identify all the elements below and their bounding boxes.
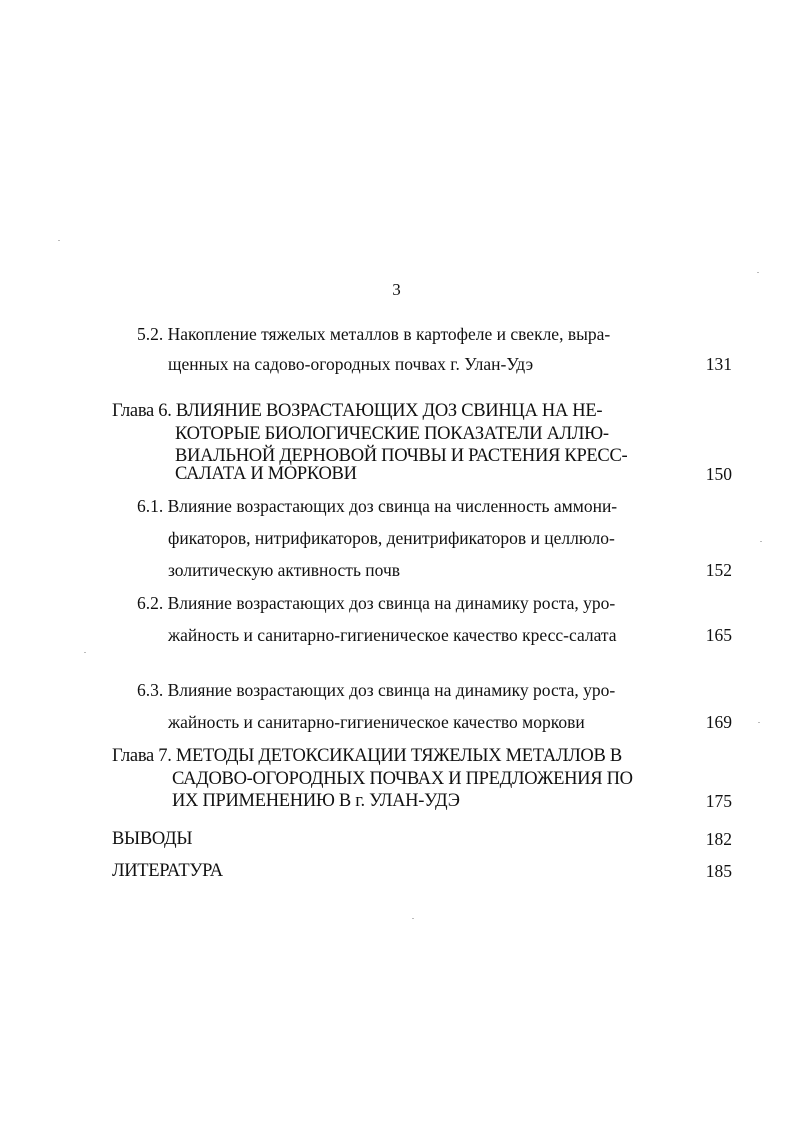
toc-entry-text: 6.2. Влияние возрастающих доз свинца на динамику роста, уро- [137,593,616,613]
toc-entry-text: золитическую активность почв [168,560,401,580]
toc-section-title: ВЫВОДЫ [112,829,193,849]
scan-speck [760,541,762,542]
page-number: 3 [392,280,401,299]
toc-chapter-title: КОТОРЫЕ БИОЛОГИЧЕСКИЕ ПОКАЗАТЕЛИ АЛЛЮ- [175,424,609,444]
scan-speck [58,240,60,241]
toc-chapter-title: Глава 7. МЕТОДЫ ДЕТОКСИКАЦИИ ТЯЖЕЛЫХ МЕТАЛЛОВ В [112,746,622,766]
toc-entry-text: 5.2. Накопление тяжелых металлов в картофеле и свекле, выра- [137,324,611,344]
toc-entry-text: жайность и санитарно-гигиеническое качество моркови [168,712,585,732]
toc-section-title: ЛИТЕРАТУРА [112,861,223,881]
toc-page-number: 165 [705,625,732,645]
toc-page-number: 185 [705,861,732,881]
toc-page-number: 169 [705,712,732,732]
toc-chapter-title: САДОВО-ОГОРОДНЫХ ПОЧВАХ И ПРЕДЛОЖЕНИЯ ПО [172,769,633,789]
toc-page-number: 175 [705,791,732,811]
toc-chapter-title: ВИАЛЬНОЙ ДЕРНОВОЙ ПОЧВЫ И РАСТЕНИЯ КРЕСС- [175,446,628,466]
toc-entry-text: жайность и санитарно-гигиеническое качество кресс-салата [168,625,617,645]
toc-entry-text: щенных на садово-огородных почвах г. Улан-Удэ [168,354,534,374]
toc-page-number: 150 [705,464,732,484]
toc-entry-text: 6.1. Влияние возрастающих доз свинца на численность аммони- [137,496,618,516]
toc-entry-text: фикаторов, нитрификаторов, денитрификаторов и целлюло- [168,528,615,548]
toc-page-number: 131 [705,354,732,374]
toc-page-number: 152 [705,560,732,580]
toc-chapter-title: САЛАТА И МОРКОВИ [175,464,357,484]
toc-chapter-title: ИХ ПРИМЕНЕНИЮ В г. УЛАН-УДЭ [172,791,460,811]
scan-speck [84,652,86,653]
toc-entry-text: 6.3. Влияние возрастающих доз свинца на динамику роста, уро- [137,680,616,700]
toc-chapter-title: Глава 6. ВЛИЯНИЕ ВОЗРАСТАЮЩИХ ДОЗ СВИНЦА НА НЕ- [112,401,603,421]
toc-page-number: 182 [705,829,732,849]
scan-speck [412,918,414,919]
scan-speck [757,272,759,273]
scan-speck [758,722,760,723]
